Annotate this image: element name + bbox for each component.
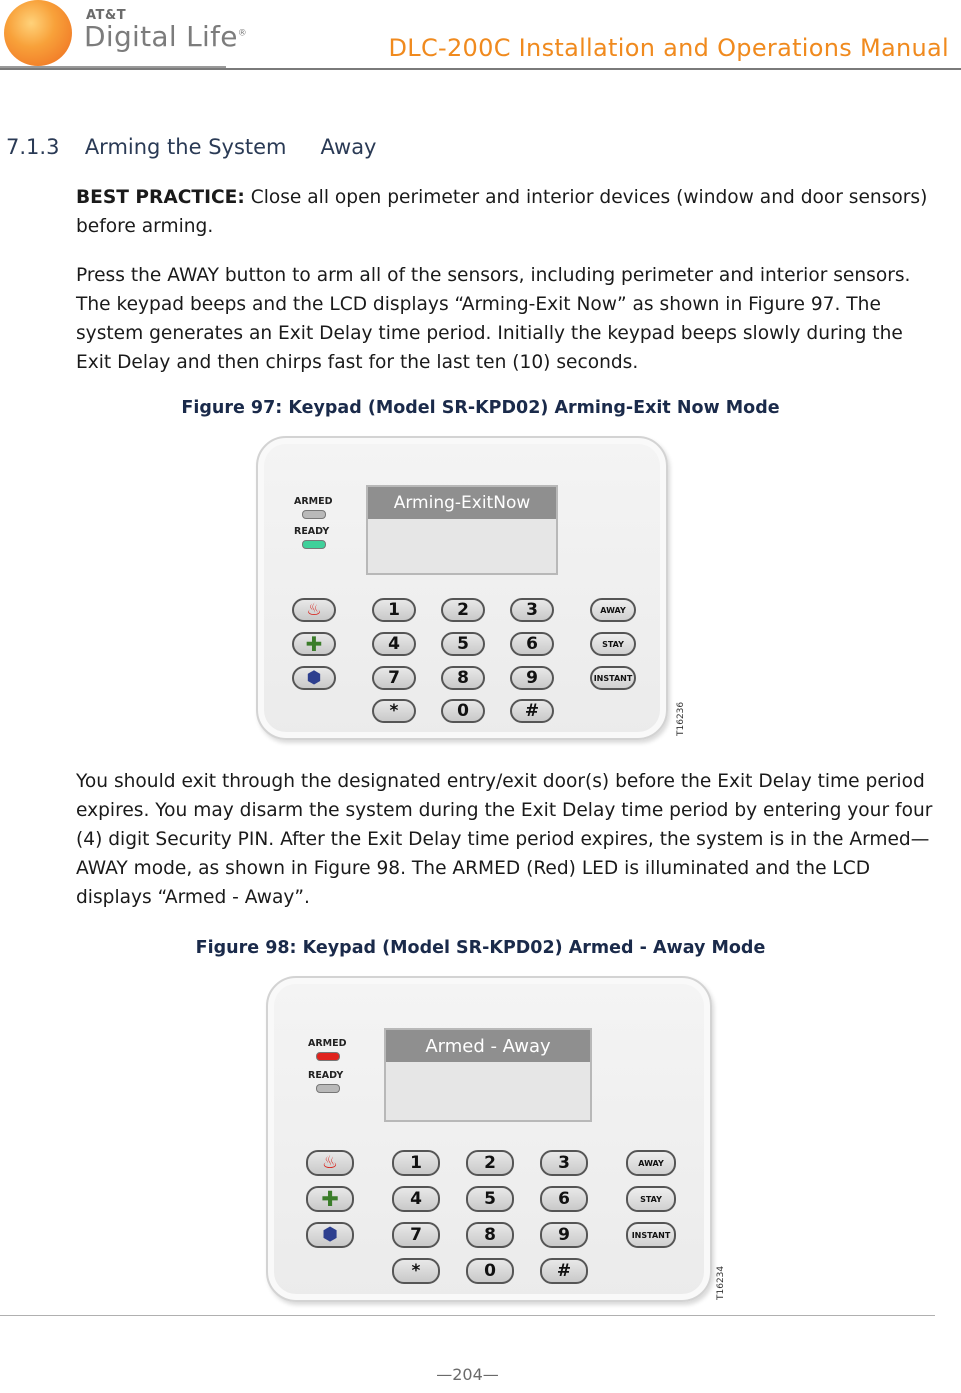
figure-97-caption: Figure 97: Keypad (Model SR-KPD02) Arming-Exit Now Mode [181, 398, 780, 418]
medical-key[interactable] [292, 632, 336, 656]
att-globe-logo-icon [4, 0, 72, 66]
police-badge-icon: ⬢ [322, 1224, 338, 1245]
medical-cross-icon: ✚ [321, 1186, 339, 1211]
key-3[interactable]: 3 [540, 1150, 588, 1176]
figure-98-caption: Figure 98: Keypad (Model SR-KPD02) Armed - Away Mode [195, 938, 766, 958]
instant-button[interactable]: INSTANT [626, 1222, 676, 1248]
key-6[interactable]: 6 [510, 632, 554, 656]
key-star[interactable]: * [392, 1258, 440, 1284]
medical-key[interactable] [306, 1186, 354, 1212]
logo-brand-large [84, 20, 247, 53]
armed-led-label: ARMED [308, 1038, 347, 1049]
ready-led-label: READY [294, 526, 330, 537]
footer-rule [0, 1315, 935, 1316]
key-5[interactable]: 5 [441, 632, 485, 656]
logo-brand-small: AT&T [86, 8, 127, 23]
key-0[interactable]: 0 [441, 699, 485, 723]
section-heading [6, 135, 377, 159]
key-star[interactable]: * [372, 699, 416, 723]
ready-led [302, 540, 326, 549]
manual-title: DLC-200C Installation and Operations Manual [388, 34, 949, 62]
section-title-suffix: Away [320, 135, 377, 159]
key-hash[interactable]: # [510, 699, 554, 723]
keypad-figure-97 [256, 436, 686, 740]
model-code: T16236 [676, 701, 686, 736]
key-5[interactable]: 5 [466, 1186, 514, 1212]
key-4[interactable]: 4 [372, 632, 416, 656]
best-practice-text: Close all open perimeter and interior devices (window and door sensors) before arming. [76, 187, 928, 237]
best-practice-label: BEST PRACTICE: [76, 187, 245, 208]
key-4[interactable]: 4 [392, 1186, 440, 1212]
fire-icon: ♨ [306, 599, 322, 620]
keypad-figure-98 [266, 976, 726, 1302]
header-rule [0, 68, 961, 70]
police-key[interactable] [306, 1222, 354, 1248]
medical-cross-icon: ✚ [305, 632, 323, 656]
lcd-display [366, 485, 558, 575]
key-8[interactable]: 8 [441, 666, 485, 690]
key-7[interactable]: 7 [392, 1222, 440, 1248]
key-0[interactable]: 0 [466, 1258, 514, 1284]
fire-key[interactable] [306, 1150, 354, 1176]
lcd-text: Arming-ExitNow [368, 487, 556, 519]
key-2[interactable]: 2 [466, 1150, 514, 1176]
body-paragraph-2: You should exit through the designated entry/exit door(s) before the Exit Delay time period expires. You may disarm the system during the Exit Delay time period by entering your four (4) digit Security PIN. After the Exit Delay time period expires, the system is in the Armed—AWAY mode, as shown in Figure 98. The ARMED (Red) LED is illuminated and the LCD displays “Armed - Away”. [76, 771, 933, 908]
fire-key[interactable] [292, 598, 336, 622]
away-button[interactable]: AWAY [590, 598, 636, 622]
section-number: 7.1.3 [6, 135, 60, 159]
section-title: Arming the System [84, 135, 287, 159]
armed-led [316, 1052, 340, 1061]
page-header [0, 0, 961, 72]
stay-button[interactable]: STAY [590, 632, 636, 656]
police-key[interactable] [292, 666, 336, 690]
armed-led-label: ARMED [294, 496, 333, 507]
logo-brand-large-text: Digital Life [84, 20, 238, 53]
key-7[interactable]: 7 [372, 666, 416, 690]
police-badge-icon: ⬢ [306, 667, 322, 688]
key-3[interactable]: 3 [510, 598, 554, 622]
key-1[interactable]: 1 [372, 598, 416, 622]
page-number: —204— [436, 1365, 499, 1384]
key-2[interactable]: 2 [441, 598, 485, 622]
key-9[interactable]: 9 [540, 1222, 588, 1248]
fire-icon: ♨ [321, 1152, 339, 1173]
key-hash[interactable]: # [540, 1258, 588, 1284]
away-button[interactable]: AWAY [626, 1150, 676, 1176]
armed-led [302, 510, 326, 519]
ready-led-label: READY [308, 1070, 344, 1081]
stay-button[interactable]: STAY [626, 1186, 676, 1212]
body-paragraph-1: Press the AWAY button to arm all of the sensors, including perimeter and interior sensors. The keypad beeps and the LCD displays “Arming-Exit Now” as shown in Figure 97. The system generates an Exit Delay time period. Initially the keypad beeps slowly during the Exit Delay and then chirps fast for the last ten (10) seconds. [76, 265, 911, 373]
key-6[interactable]: 6 [540, 1186, 588, 1212]
key-1[interactable]: 1 [392, 1150, 440, 1176]
model-code: T16234 [716, 1265, 726, 1300]
lcd-display [384, 1028, 592, 1122]
best-practice-paragraph [76, 183, 936, 241]
key-8[interactable]: 8 [466, 1222, 514, 1248]
key-9[interactable]: 9 [510, 666, 554, 690]
ready-led [316, 1084, 340, 1093]
instant-button[interactable]: INSTANT [590, 666, 636, 690]
lcd-text: Armed - Away [386, 1030, 590, 1062]
logo-registered-mark: ® [237, 28, 248, 39]
